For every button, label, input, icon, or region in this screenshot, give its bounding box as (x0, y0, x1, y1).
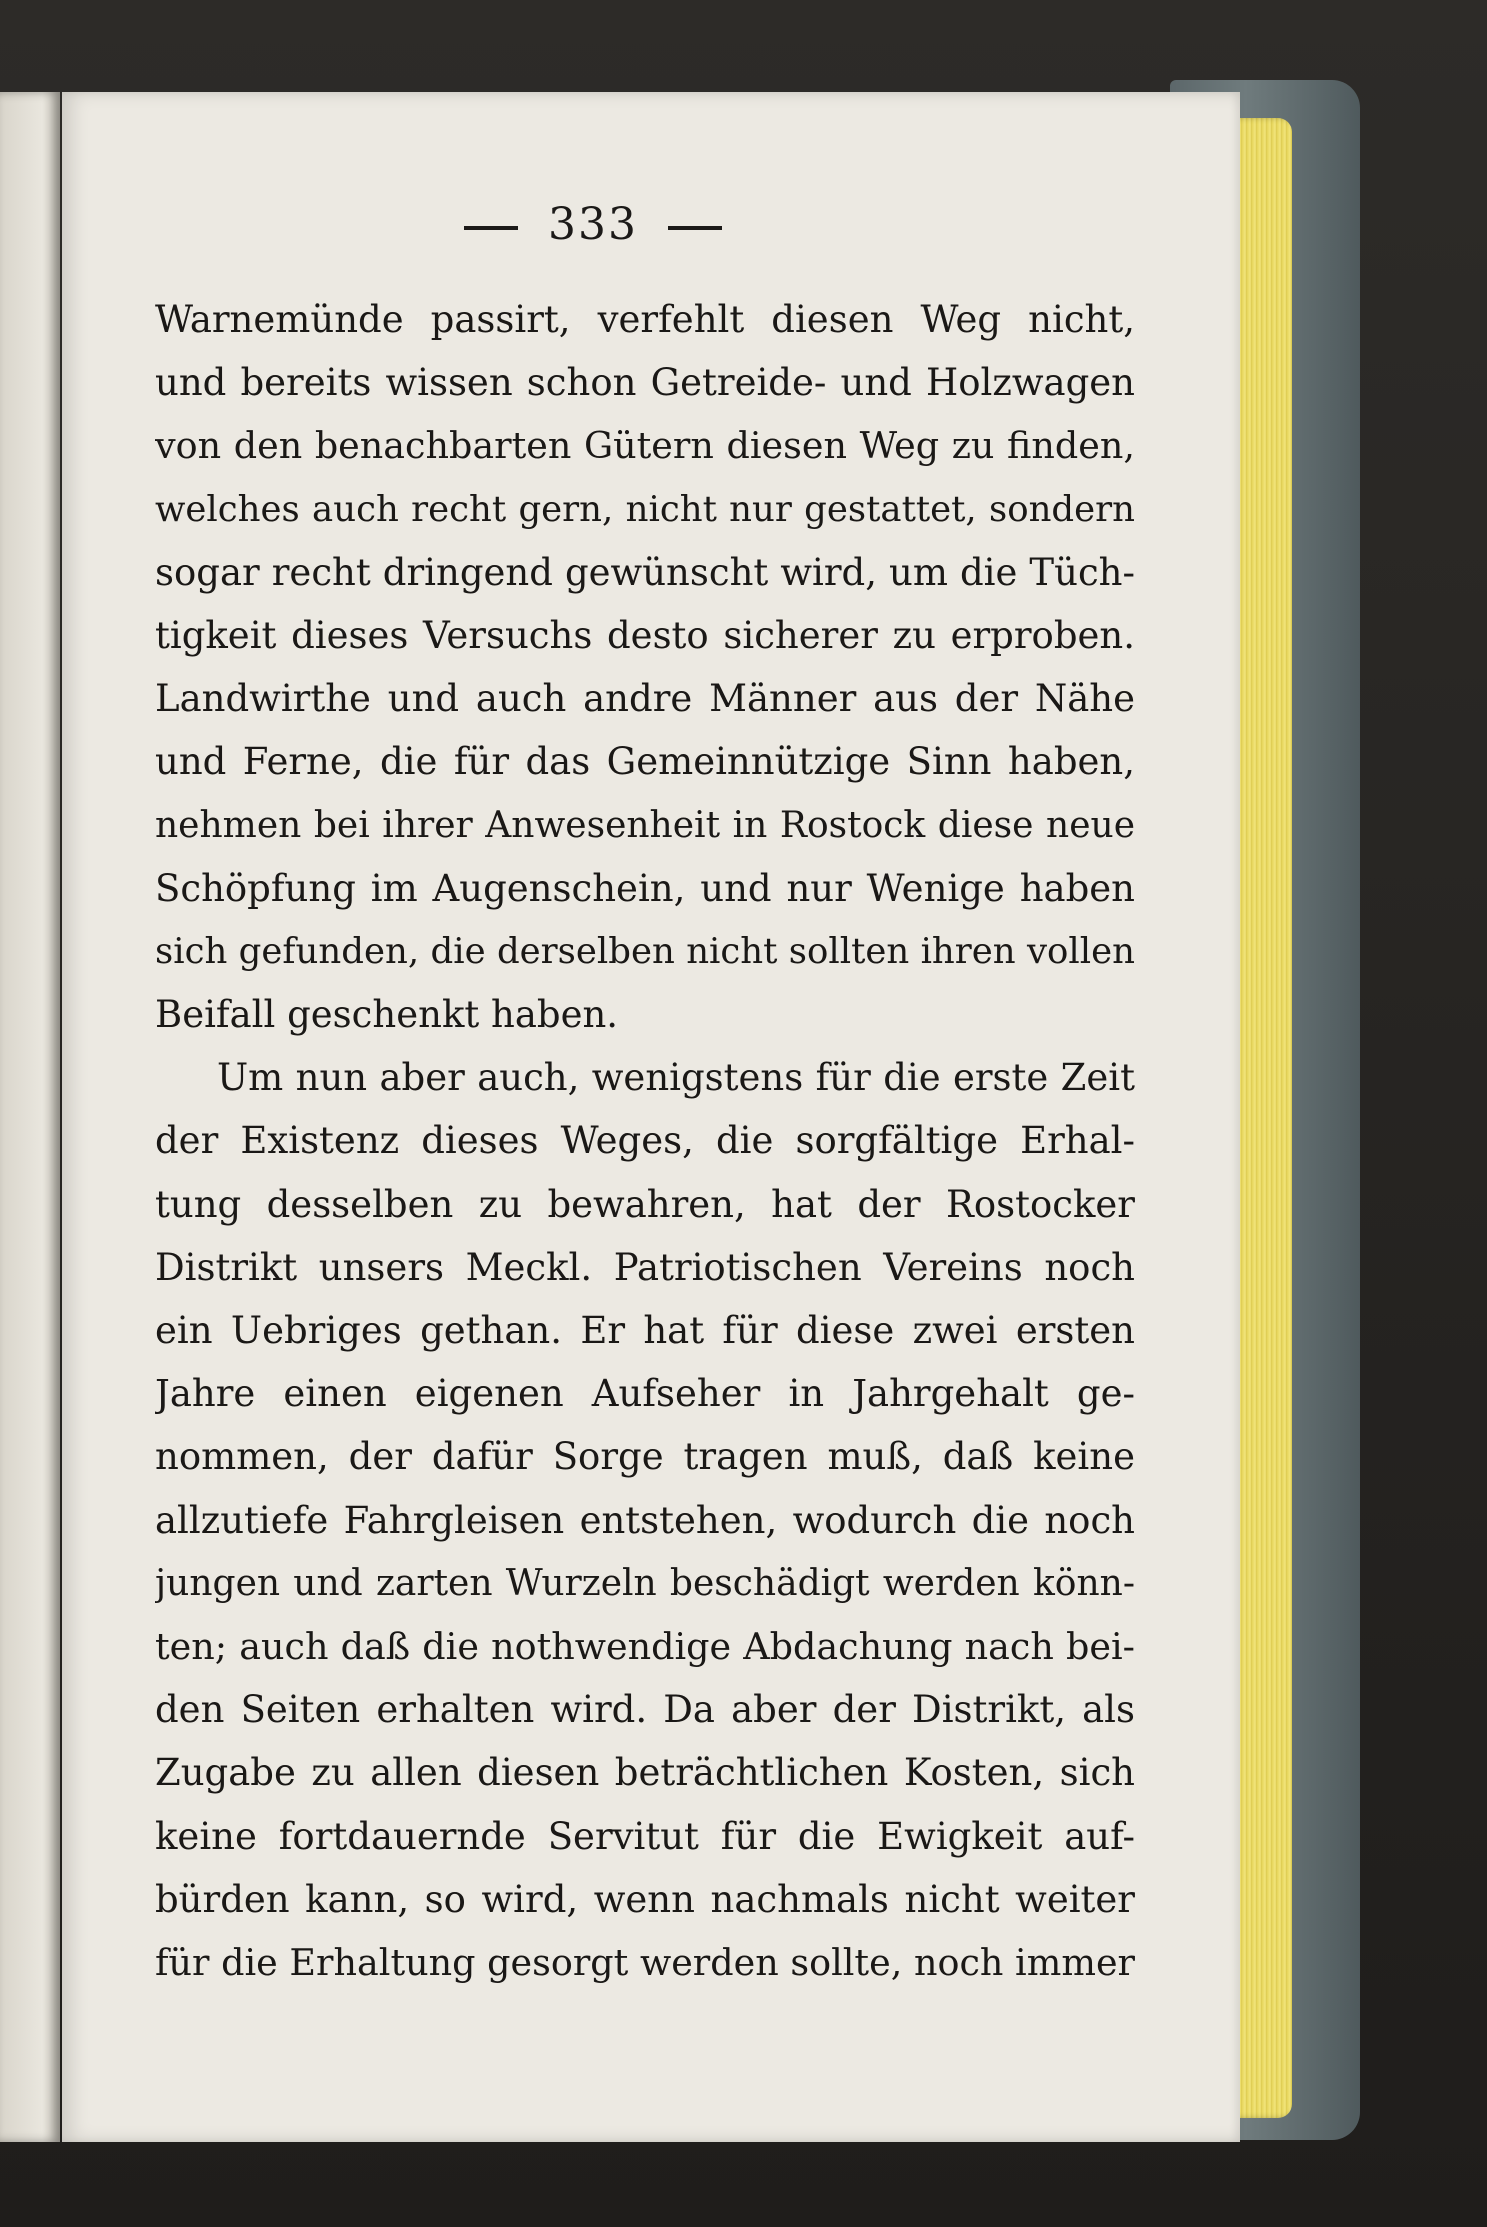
text-line: der Existenz dieses Weges, die sorgfältige Erhal- (155, 1119, 1135, 1163)
text-line: und Ferne, die für das Gemeinnützige Sinn haben, (155, 740, 1135, 784)
text-line: allzutiefe Fahrgleisen entstehen, wodurch die noch (155, 1498, 1135, 1542)
text-line: Um nun aber auch, wenigstens für die erste Zeit (217, 1056, 1135, 1100)
header-dash-left (464, 226, 518, 230)
text-line: den Seiten erhalten wird. Da aber der Distrikt, als (155, 1688, 1135, 1732)
text-line: und bereits wissen schon Getreide- und Holzwagen (155, 361, 1135, 405)
text-line: sogar recht dringend gewünscht wird, um die Tüch- (155, 550, 1135, 594)
text-line: ein Uebriges gethan. Er hat für diese zwei ersten (155, 1309, 1135, 1352)
body-text (155, 288, 1135, 1994)
page-header (4, 199, 1182, 250)
text-line: sich gefunden, die derselben nicht sollten ihren vollen (155, 930, 1135, 972)
text-line: keine fortdauernde Servitut für die Ewigkeit auf- (155, 1814, 1135, 1858)
text-line: nehmen bei ihrer Anwesenheit in Rostock diese neue (155, 804, 1135, 846)
text-line: ten; auch daß die nothwendige Abdachung nach bei- (155, 1624, 1135, 1668)
page-number: 333 (548, 199, 638, 250)
text-line: Landwirthe und auch andre Männer aus der Nähe (155, 677, 1135, 721)
text-line: Warnemünde passirt, verfehlt diesen Weg nicht, (155, 298, 1135, 341)
text-line: jungen und zarten Wurzeln beschädigt werden könn- (155, 1562, 1135, 1604)
text-line: Schöpfung im Augenschein, und nur Wenige haben (155, 866, 1135, 910)
text-line: bürden kann, so wird, wenn nachmals nicht weiter (155, 1877, 1135, 1921)
book-page (62, 92, 1240, 2142)
header-dash-right (668, 226, 722, 230)
text-line: welches auch recht gern, nicht nur gestattet, sondern (155, 488, 1135, 530)
text-line: Zugabe zu allen diesen beträchtlichen Kosten, sich (155, 1751, 1135, 1795)
text-line: für die Erhaltung gesorgt werden sollte, noch immer (155, 1940, 1135, 1984)
text-line: tung desselben zu bewahren, hat der Rostocker (155, 1182, 1135, 1226)
text-line: nommen, der dafür Sorge tragen muß, daß keine (155, 1435, 1135, 1479)
text-line: Distrikt unsers Meckl. Patriotischen Vereins noch (155, 1245, 1135, 1289)
facing-page-edge (0, 92, 60, 2142)
text-line: Jahre einen eigenen Aufseher in Jahrgehalt ge- (155, 1372, 1135, 1416)
text-line: tigkeit dieses Versuchs desto sicherer zu erproben. (155, 613, 1135, 657)
text-line: Beifall geschenkt haben. (155, 993, 619, 1037)
text-line: von den benachbarten Gütern diesen Weg zu finden, (155, 424, 1135, 468)
